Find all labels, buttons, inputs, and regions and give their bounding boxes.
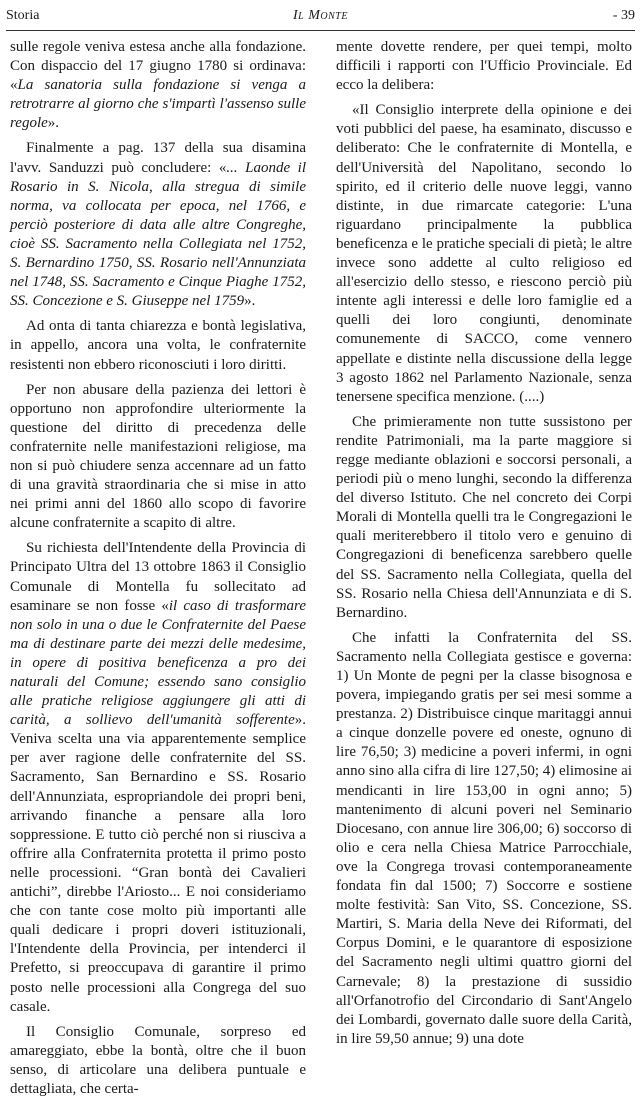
- paragraph: [10, 539, 306, 1016]
- paragraph: [10, 38, 306, 133]
- text-run: «Il Consiglio interprete della opinione e dei voti pubblici del paese, ha esaminato, discusso e deliberato: Che le confraternite di Montella, e dell'Università del Napolitano, secondo lo spirito, ed il criterio delle nuove leggi, vanno distinte, in due rimarcate categorie: L'una riguardano principalmente la pubblica beneficenza e le pratiche speciali di pietà; le altre invece sono addette al culto religioso ed all'esercizio dello stesso, e riescono perciò più intente agli interessi e delle loro famiglie ed a quelli dei loro congiunti, denominate comunemente di SACCO, come vennero appellate e distinte nella discussione della legge 3 agosto 1862 nel Parlamento Nazionale, senza tenersene specifica menzione. (....): [336, 102, 632, 405]
- page-number: - 39: [612, 8, 635, 23]
- italic-quote: il caso di trasformare non solo in una o due le Confraternite del Paese ma di destinare parte dei mezzi delle medesime, in opere di positiva beneficenza a pro dei naturali del Comune; essendo sano consiglio alle pratiche religiose aggiungere gli atti di carità, a sollievo dell'umanità sofferente: [10, 597, 306, 729]
- paragraph: [336, 629, 632, 1049]
- section-title: Storia: [6, 8, 40, 23]
- paragraph: [336, 38, 632, 95]
- paragraph: [336, 413, 632, 623]
- paragraph: [10, 1023, 306, 1099]
- right-text-column: [336, 38, 632, 1055]
- text-run: Che primieramente non tutte sussistono per rendite Patrimoniali, ma la parte maggiore si regge mediante oblazioni e soccorsi personali, a periodi più o meno lunghi, secondo la differenza del diverso Istituto. Che nel concreto dei Corpi Morali di Montella quelli tra le Congregazioni le quali meriterebbero il titolo vero e genuino di Congregazioni di beneficenza sarebbero quelle del SS. Sacramento nella Collegiata, quella del SS. Rosario nella Chiesa dell'Annunziata e di S. Bernardino.: [336, 413, 632, 621]
- text-run: ».: [244, 293, 256, 310]
- text-run: ».: [47, 115, 60, 132]
- text-run: Il Consiglio Comunale, sorpreso ed amareggiato, ebbe la bontà, oltre che il buon senso, di articolare una delibera puntuale e dettagliata, che certa-: [10, 1023, 306, 1097]
- running-header: [6, 4, 635, 31]
- italic-quote: ... Laonde il Rosario in S. Nicola, alla stregua di simile norma, va collocata per epoca, nel 1766, e perciò posteriore di data alle altre Congreghe, cioè SS. Sacramento nella Collegiata nel 1752, S. Bernardino 1750, SS. Rosario nell'Annunziata nel 1748, SS. Sacramento e Cinque Piaghe 1752, SS. Concezione e S. Giuseppe nel 1759: [10, 159, 306, 310]
- text-run: Su richiesta dell'Intendente della Provincia di Principato Ultra del 13 ottobre 1863 il Consiglio Comunale di Montella fu sollecitato ad esaminare se non fosse «: [10, 540, 306, 614]
- paragraph: [336, 101, 632, 407]
- text-run: ». Veniva scelta una via apparentemente semplice per aver ragione delle confraternite del SS. Sacramento, San Bernardino e SS. Rosario dell'Annunziata, espropriandole dei propri beni, arrivando finanche a pensare alla loro soppressione. E tutto ciò perché non si riusciva a offrire alla Confraternita protetta il primo posto nelle processioni. “Gran bontà dei Cavalieri antichi”, direbbe l'Ariosto... E noi consideriamo che con tante cose molto più importanti alle quali dedicare i propri doveri istituzionali, l'Intendente della Provincia, per intenderci il Prefetto, si preoccupava di garantire il primo posto nelle processioni alla Congrega del suo casale.: [10, 712, 306, 1015]
- text-run: sulle regole veniva estesa anche alla fondazione. Con dispaccio del 17 giugno 1780 si ordinava: «: [10, 39, 306, 94]
- paragraph: [10, 317, 306, 374]
- text-run: Finalmente a pag. 137 della sua disamina l'avv. Sanduzzi può concludere: «: [10, 140, 306, 176]
- italic-quote: La sanatoria sulla fondazione si venga a retrotrarre al giorno che s'impartì l'assenso sulle regole: [10, 77, 306, 132]
- paragraph: [10, 381, 306, 534]
- text-run: Ad onta di tanta chiarezza e bontà legislativa, in appello, ancora una volta, le confraternite resistenti non ebbero riconosciuti i loro diritti.: [10, 318, 306, 373]
- paragraph: [10, 139, 306, 311]
- text-run: Che infatti la Confraternita del SS. Sacramento nella Collegiata gestisce e governa: 1) Un Monte de pegni per la classe bisognosa e povera, impiegando gratis per sei mesi somme a prestanza. 2) Distribuisce cinque maritaggi annui a cinque donzelle povere ed oneste, ognuno di lire 76,50; 3) medicine a poveri infermi, in ogni anno sino alla cifra di lire 127,50; 4) elimosine ai mendicanti in lire 153,00 in ogni anno; 5) mantenimento di alcuni poveri nel Seminario Diocesano, con annue lire 306,00; 6) soccorso di olio e cera nella Chiesa Matrice Parrocchiale, ove la Congrega trovasi contemporaneamente fondata fin dal 1500; 7) Soccorre e sostiene molte festività: San Vito, SS. Concezione, SS. Martiri, S. Maria della Neve dei Riformati, del Corpus Domini, e le quarantore di esposizione del Sacramento negli ultimi quattro giorni del Carnevale; 8) la prestazione di sussidio all'Orfanotrofio del Circondario di Sant'Angelo dei Lombardi, governato dalle suore della Carità, in lire 59,50 annue; 9) una dote: [336, 629, 632, 1047]
- text-run: mente dovette rendere, per quei tempi, molto difficili i rapporti con l'Ufficio Provinciale. Ed ecco la delibera:: [336, 39, 632, 94]
- text-run: Per non abusare della pazienza dei lettori è opportuno non approfondire ulteriormente la questione del diritto di precedenza delle confraternite nelle manifestazioni religiose, ma non si può chiudere senza accennare ad un fatto di una gravità straordinaria che si mise in atto nei primi anni del 1860 allo scopo di favorire alcune confraternite a scapito di altre.: [10, 381, 306, 532]
- journal-title: Il Monte: [293, 8, 348, 23]
- left-text-column: [10, 38, 306, 1105]
